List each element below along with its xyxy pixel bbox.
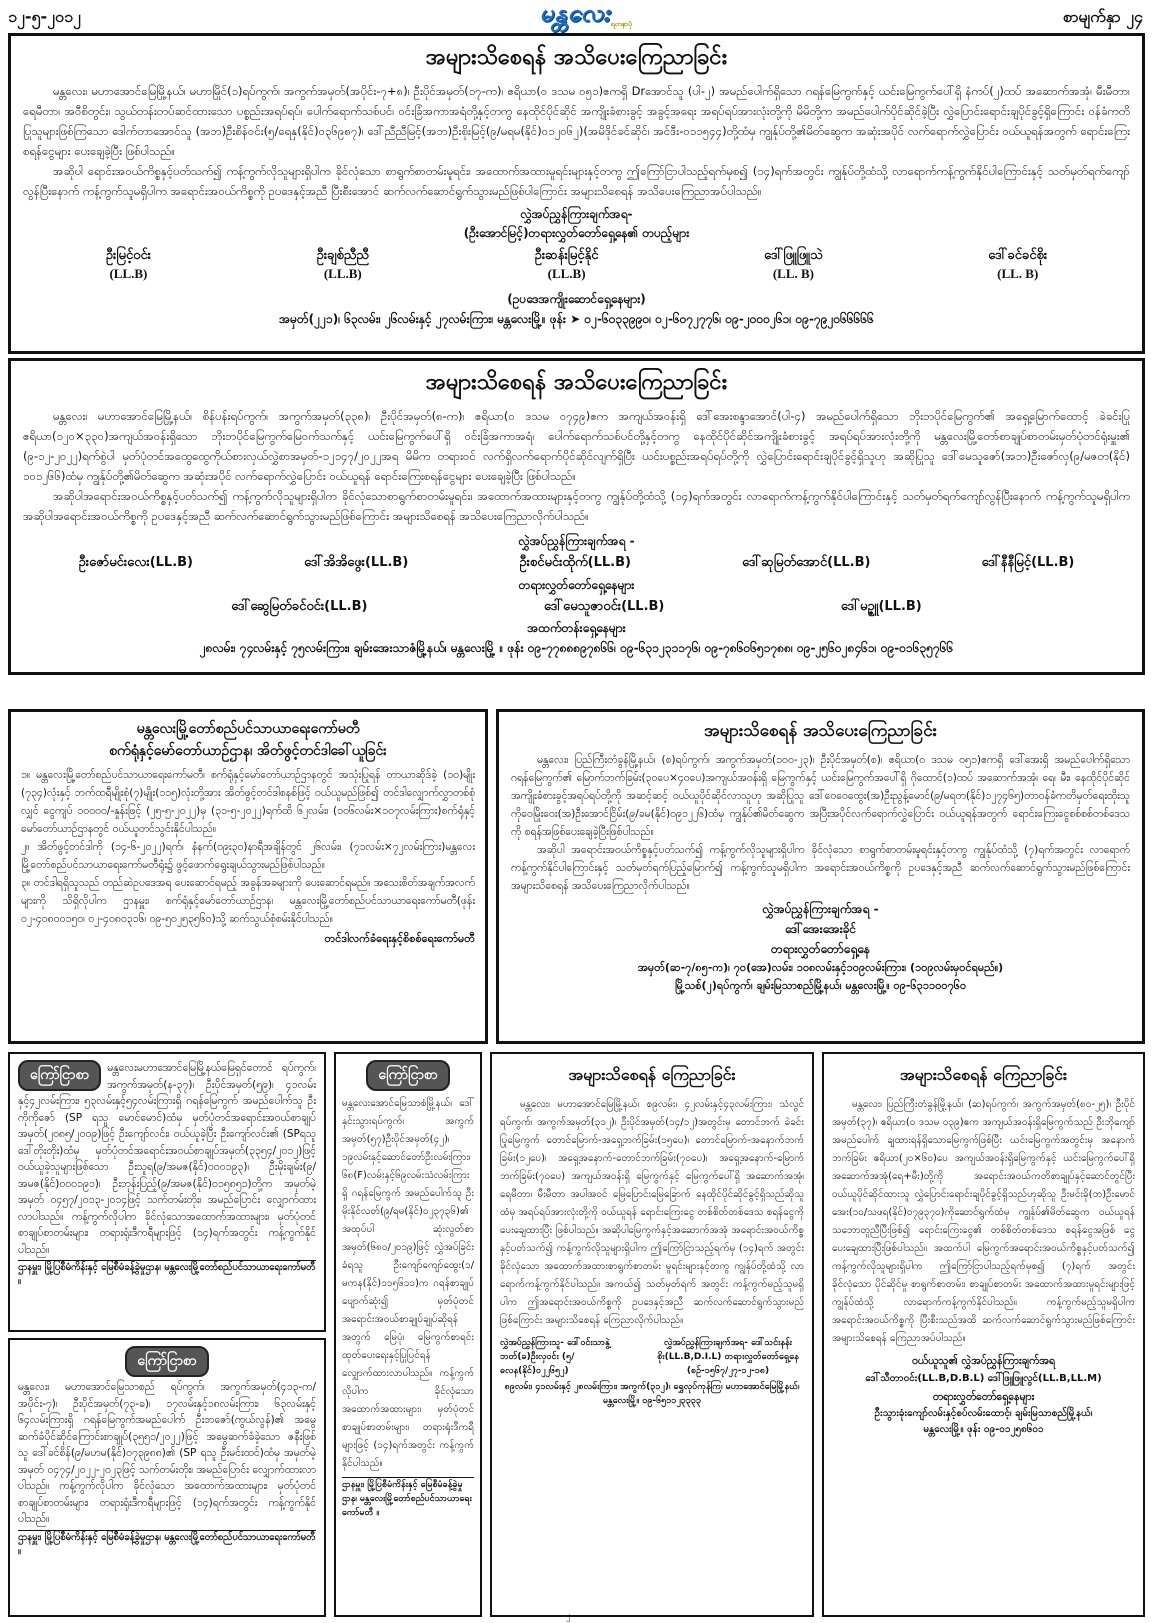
role-title: တရားလွှတ်တော်ရှေ့နေများ	[932, 1391, 1035, 1403]
notice-title: အများသိစေရန် အသိပေးကြေညာခြင်း	[425, 45, 728, 70]
tender-committee-title: မန္တလေးမြို့တော်စည်ပင်သာယာရေးကော်မတီ	[136, 721, 360, 737]
firm-title: (ဦးအောင်မြင့်)တရားလွှတ်တော်ရှေ့နေ၏ တပည့်များ	[463, 226, 690, 240]
contact-address: မြို့သစ်(၂)ရပ်ကွက်၊ ချမ်းမြသာစည်မြို့နယ်၊ မန္တလေးမြို့။ ၀၉-၆၃၁၁၀၀၇၆၀	[674, 979, 967, 992]
logo-text: မန္တလေး	[539, 0, 611, 27]
lawyer-entry: ဦးဆန်းမြင့်နိုင် (LL.B)	[534, 248, 599, 281]
notice-title: အများသိစေရန် ကြေညာခြင်း	[568, 1065, 736, 1084]
lawyer-entry: ဦးချစ်ညီညီ (LL.B)	[316, 248, 369, 281]
notice-badge: ကြော်ငြာစာ	[18, 1060, 101, 1091]
tender-item: ၃။ တင်ဒါရရှိသူသည် တည်ဆဲဥပဒေအရ ပေးဆောင်ရမည့် အခွန်အခများကို ပေးဆောင်ရမည်။ အသေးစိတ်အချက်အလက်များကို သိရှိလိုပါက ဌာနမှူး၊ စက်ရုံနှင့်မော်တော်ယာဉ်ဌာန၊ မန္တလေးမြို့တော်စည်ပင်သာယာရေးကော်မတီ(ဖုန်း ၀၂-၄၀၈၀၀၁၅၀၊ ၀၂-၄၀၈၀၃၁၆၊ ၀၉-၅၀၂၅၃၅၆၀)သို့ ဆက်သွယ်စုံစမ်းနိုင်ပါသည်။	[21, 877, 475, 925]
instruction-line: လွှဲအပ်ညွှန်ကြားချက်အရ -	[762, 902, 879, 916]
lawyer-names: ဒေါ်သီတာဝင်း(LL.B,D.B.L) ဒေါ်ဖြူဖြူလွင်(LL.B,LL.M)	[865, 1373, 1102, 1384]
notice-box-4	[496, 709, 1145, 1044]
instruction-line: ဝယ်ယူသူ၏ လွှဲအပ်ညွှန်ကြားချက်အရ	[911, 1355, 1056, 1367]
lawyer-entry: ဦးမြင့်ဝင်း (LL.B)	[105, 248, 151, 281]
notice-box-9	[822, 1052, 1145, 1617]
lawyer-entry: ဦးစင်မင်းထိုက်(LL.B)	[519, 555, 631, 570]
notice-title: အများသိစေရန် အသိပေးကြေညာခြင်း	[425, 370, 728, 395]
contact-address: မန္တလေးမြို့။ ဖုန်း ၀၉-၀၁၂၅၈၆၀၁	[923, 1424, 1044, 1435]
contact-address: အမှတ်(၂၂၁)၊ ၆၃လမ်း၊ ၂၆လမ်းနှင့် ၂၇လမ်းကြား၊ မန္တလေးမြို့။ ဖုန်း ➤ ၀၂-၆၀၃၃၉၉၀၊ ၀၂-၆၀၇၂၇၇၆၊ ၀၉-၂၀၀၀၂၆၁၊ ၀၉-၇၉၂၀၆၆၆၆၆	[279, 312, 874, 326]
notice-box-8	[490, 1052, 814, 1617]
notice-footer: ဌာနမှူး၊ မြို့ပြစီမံကိန်းနှင့် မြေစီမံခန့်ခွဲမှုဌာန၊ မန္တလေးမြို့တော်စည်ပင်သာယာရေးကော်မတီ ။	[18, 1262, 316, 1287]
lawyer-entry: ဒေါ်နီနီမြင့်(LL.B)	[981, 555, 1075, 570]
instructor-signature: လွှဲအပ်ညွှန်ကြား‌သူ- ဒေါ်ဝင်းသာနွဲ့ဘတ်(ခ)ဦးလှဝင်း (၅/ဓလန(နိုင်)၀၂၂၆၅၂)	[500, 1338, 610, 1376]
notice-text: မန္တလေး၊ မဟာအောင်မြေမြို့နယ်၊ စ၉လမ်း၊ ၄၂လမ်းနှင့်၄၃လမ်းကြား၊ သံလွင်ရပ်ကွက်၊ အကွက်အမှတ်(၃၁၂)၊ ဦးပိုင်အမှတ်(၁၄/၁၂)အတွင်းမှ တောင်ဘက် ခဲခင်းပြုမြေကွက် တောင်မြောက်-အရှေ့ဘက်ခြမ်း(၁၅ပေ)၊ တောင်မြောက်-အနောက်ဘက်ခြမ်း(၁၂ပေ)၊ အရှေ့အနောက်-တောင်ဘက်ခြမ်း(၇၀ပေ)၊ အရှေ့အနောက်-မြောက်ဘက်ခြမ်း(၇၀ပေ) အကျယ်အဝန်းရှိ မြေကွက်နှင့် မြေကွက်ပေါ်ရှိ အဆောက်အအုံ၊ ရေမီတာ၊ မီးမီတာ အပါအဝင် မြေပြောင်းမြေခြောက် နေထိုင်ပိုင်ဆိုင်ခွင့်ရှိသည်ဆိုသူ ထံမှ အရပ်ရပ်အားလုံးတို့ကို ဝယ်ယူရန် ရောင်းကြေးငွေ တစ်စိတ်တစ်ဒေသ စရန်ငွေကို ပေးချေထားပြီး ဖြစ်ပါသည်။ အဆိုပါမြေကွက်နှင့်အဆောက်အအုံ အရောင်းအဝယ်ကိစ္စနှင့်ပတ်သက်၍ ကန့်ကွက်လိုသူများရှိပါက ဤကြော်ငြာသည့်ရက်မှ (၁၄)ရက် အတွင်း ခိုင်လုံသော အထောက်အထားစာရွက်စာတမ်း မူရင်းများနှင့်တကွ ကျွန်ုပ်တို့ထံသို့ လာရောက်ကန့်ကွက်နိုင်ပါသည်။ အကယ်၍ သတ်မှတ်ရက် အတွင်း ကန့်ကွက်မည့်သူမရှိပါက ဤအရောင်းအဝယ်ကိစ္စကို ဥပဒေနှင့်အညီ ဆက်လက်ဆောင်ရွက်သွားမည်ဖြစ်ကြောင်း အများသိစေရန် ကြေညာလိုက်ပါသည်။	[500, 1099, 804, 1326]
instruction-line: လွှဲအပ်ညွှန်ကြားချက်အရ -	[518, 534, 635, 548]
municipal-notice-1	[8, 1052, 326, 1332]
notice-text: မန္တလေး၊ မဟာအောင်မြေသာစည် ရပ်ကွက်၊ အကွက်အမှတ်(၄၁၃-က/အပိုင်း-၇)၊ ဦးပိုင်အမှတ်(၇၃-ခ)၊ ၁၇လမ်းနှင့်၁၈လမ်းကြား၊ ၆၃လမ်းနှင့် ၆၄လမ်းကြားရှိ ဂရန်မြေကွက်အမည်ပေါက် ဦးဘဇော်(ကွယ်လွန်)၏ အမွေဆက်ခံပိုင်ဆိုင်ကြောင်းစာချုပ်(၃၅၅၁/၂၀၂၂)ဖြင့် အမွေဆက်ခံခဲ့သော ဇနီးဖြစ်သူ ဒေါ်ခင်စိန်(၉/မဟမ(နိုင်)၀၇၃၉၈၈)၏ (SP ရသူ ဦးမင်းထင်)ထံမှ အမှတ်မဲ့အမှတ် ၀၄၇၄/၂၀၂၂-၂၀၂၃ဖြင့် သက်တမ်းတိုး၊ အမည်ပြောင်း လျှောက်ထားလာပါသည်။ ကန့်ကွက်လိုပါက ခိုင်လုံသော အထောက်အထားများ၊ မှတ်ပုံတင် စာချုပ်စာတမ်းများ၊ တရားရုံးဒီကရီများဖြင့် (၁၄)ရက်အတွင်း ကန့်ကွက်နိုင်ပါသည်။	[18, 1381, 316, 1525]
notice-box-2	[8, 358, 1145, 675]
lawyer-list	[23, 247, 1130, 283]
notice-paragraph: မန္တလေး၊ ပြည်ကြီးတံခွန်မြို့နယ်၊ (စ)ရပ်ကွက်၊ အကွက်အမှတ်(၁၀၀-၂၃)၊ ဦးပိုင်အမှတ်(စ)၊ ဧရိယာ(၀ ဒသမ ၀၅၁)ဧကရှိ ဒေါ်အေးရှိ အမည်ပေါက်ရှိသော ဂရန်မြေကွက်၏ မြောက်ဘက်ခြမ်း(၃၀ပေ×၄၀ပေ)အကျယ်အဝန်းရှိ မြေကွက်နှင့် ယင်းမြေကွက်အပေါ်ရှိ ဂိုထောင်(၁)ထပ် အဆောက်အအုံ၊ ရေ၊ မီး၊ နေထိုင်ပိုင်ဆိုင်အကျိုးခံစားခွင့်အရပ်ရပ်တို့ကို အဆင့်ဆင့် ဝယ်ယူပိုင်ဆိုင်လာသူဟု အဆိုပြုသူ ဒေါ်ဝေဝေထွေး(အ)ဦးညွန့်မောင်(၉/မရတ(နိုင်)၁၂၇၄၆၅)တာဝန်ခံကတိမှတ်ရေးထိုးသူကိုဝေမြိုးဝေး(အ)ဦးအောင်ငြိမ်း(၉/ခမ(နိုင်)၀၉၁၂၂၆)ထံမှ ကျွန်ုပ်၏မိတ်ဆွေက အပြီးအပိုင်လက်ရောက်လွှဲပြောင်း ဝယ်ယူရန်အတွက် ရောင်းကြေးငွေစစ်စစ်တစ်ဒေသကို စရန်အဖြစ်ပေးချေခဲ့ပြီးဖြစ်ပါသည်။	[511, 754, 1130, 838]
footer-mark: ၂	[566, 1611, 571, 1621]
lawyer-list	[23, 552, 1130, 574]
office-title: (ဥပဒေအကျိုးဆောင်ရှေ့နေများ)	[507, 292, 646, 306]
lawyer-list	[23, 596, 1130, 618]
instruction-line: လွှဲအပ်ညွှန်ကြားချက်အရ-	[520, 207, 633, 221]
notice-paragraph: အဆိုပါ အရောင်းအဝယ်ကိစ္စနှင့်ပတ်သက်၍ ကန့်ကွက်လိုသူများရှိပါက ခိုင်လုံသော စာရွက်စာတမ်းမူရင်းနှင့်တကွ ကျွန်ုပ်ထံသို့ (၇)ရက်အတွင်း လာရောက်ကန့်ကွက်နိုင်ပါကြောင်းနှင့် သတ်မှတ်ရက်ပြည့်မြောက်၍ ကန့်ကွက်သူမရှိပါက အရောင်းအဝယ်ကိစ္စကို ဥပဒေနှင့်အညီ ဆက်လက်ဆောင်ရွက်သွားမည်ဖြစ်ကြောင်း အများသိစေရန် အသိပေးကြေညာလိုက်ပါသည်။	[511, 844, 1130, 892]
lawyer-entry: ဒေါ်အိအိဖွေး(LL.B)	[304, 555, 409, 570]
notice-badge: ကြော်ငြာစာ	[366, 1060, 449, 1091]
lawyer-entry: ဒေါ်ဖြူဖြူသဲ (LL. B)	[764, 248, 823, 281]
issue-date: ၁၂-၅-၂၀၁၂	[8, 7, 81, 26]
contact-address: ၂၈လမ်း၊ ၇၄လမ်းနှင့် ၇၅လမ်းကြား၊ ချမ်းအေးသာဇံမြို့နယ်၊ မန္တလေးမြို့ ။ ဖုန်း ၀၉-၇၇၈၈၈၉၇၈၆၆၊ ၀၉-၆၃၁၂၃၁၁၇၆၊ ၀၉-၇၈၆၀၆၅၁၇၈၈၊ ၀၉-၂၅၆၀၂၈၄၆၁၊ ၀၉-၀၁၆၃၅၇၆၆	[199, 641, 954, 655]
tender-footer: တင်ဒါလက်ခံရေးနှင့်စိစစ်ရေးကော်မတီ	[324, 932, 475, 945]
notice-paragraph: မန္တလေး၊ မဟာအောင်မြေမြို့နယ်၊ စိန်ပန်းရပ်ကွက်၊ အကွက်အမှတ်(၃၃၈)၊ ဦးပိုင်အမှတ်(၈-က)၊ ဧရိယာ(၀ ဒသမ ၀၇၄၉)ဧက အကျယ်အဝန်းရှိ ဒေါ်အေးစန္ဒာအောင်(ပါ-၄) အမည်ပေါက်ရှိသော ဘိုးဘပိုင်မြေကွက်၏ အရှေ့မြောက်ထောင့် ခဲခင်းပြုဧရိယာ(၁၂၀×၃၃၀)အကျယ်အဝန်းရှိသော ဘိုးဘပိုင်မြေကွက်မြေဝက်သက်နှင့် ယင်းမြေကွက်ပေါ်ရှိ ဝင်းခြံအကာအရံ၊ ပေါက်ရောက်သစ်ပင်တို့နှင့်တကွ နေထိုင်ပိုင်ဆိုင်အကျိုးခံစားခွင့် အရပ်ရပ်အားလုံးတို့ကို မန္တလေးမြို့တော်စာချုပ်စာတမ်းမှတ်ပုံတင်ရုံးမှူး၏ (၉-၁၂-၂၀၂၂)ရက်စွဲပါ မှတ်ပုံတင်အထွေထွေကိုယ်စားလှယ်လွှဲစာအမှတ်-၁၂၁၄၇/၂၀၂၂အရ မိမိက တရားဝင် လက်ရှိလက်ရောက်ပိုင်ဆိုင်လျက်ရှိပြီး ယင်းပစ္စည်းအရပ်ရပ်တို့ကို လွှဲပြောင်းရောင်းချပိုင်ခွင့်ရှိသူဟု အဆိုပြုသူ ဒေါ်မေသူဇော်(အဘ)ဦးဇော်လှ(၉/မဇတ(နိုင်) ၁၀၁၂၆၆)ထံမှ ကျွန်ုပ်တို့၏မိတ်ဆွေက အဆုံးအပိုင် လက်ရောက်လွှဲပြောင်း ဝယ်ယူရန် ရောင်းကြေးစရန်ငွေများ ပေးချေခဲ့ပြီး ဖြစ်ပါသည်။	[23, 409, 1130, 483]
contact-address: အမှတ်(ဆ-၇/၈၅-က)၊ ၇၀(အေ)လမ်း၊ ၁၀၈လမ်းနှင့်၁၀၉လမ်းကြား၊ (၁၀၉လမ်းမှဝင်ရမည်။)	[637, 961, 1004, 974]
tender-title: စက်ရုံနှင့်မော်တော်ယာဉ်ဌာန၊ အိတ်ဖွင့်တင်ဒါခေါ်ယူခြင်း	[109, 743, 387, 759]
notice-text: မန္တလေးအောင်မြေသာစံမြို့နယ်၊ ဒေါ်နှင်းသွားရပ်ကွက်၊ အကွက်အမှတ်(၅၇)ဦးပိုင်အမှတ်(၄၂)၊ ၁၉လမ်းနှင့်ဆောင်တော်ဦးလမ်းကြား၊၆၈(F)လမ်းနှင့်၆၉လမ်းသံလမ်းကြားရှိ ဂရန်မြေကွက် အမည်ပေါက်သူ ဦးမိုးနိုင်လတ်(၉/ရမ(နိုင်)၀၂၃၇၃၆)၏ အထုပ်ပါ ဆုံးလွတ်စာအမှတ်(၆၈၀/၂၀၁၉)ဖြင့် လွှဲအပ်ခြင်းခံရသူ ဦးကျော်ကျော်ထွေး(၁/မကန(နိုင်)၁၁၅၆၁၁)က ဂရန်စာချုပ်ပျောက်ဆုံး၍ မှတ်ပုံတင်အရောင်းအဝယ်စာချုပ်ချုပ်ဆိုရန်အတွက် မြေပုံ၊ မြေကွက်စာရင်းထုတ်ပေးရေးနှင့်ပြုပြင်ရန် လျှောက်ထားလာပါသည်။ ကန့်ကွက်လိုပါက ခိုင်လုံသောအထောက်အထားများ၊ မှတ်ပုံတင်စာချုပ်စာတမ်းများ၊ တရားရုံးဒီကရီများဖြင့် (၁၄)ရက်အတွင်း ကန့်ကွက်နိုင်ပါသည်။	[342, 1098, 474, 1469]
notice-paragraph: အဆိုပါအရောင်းအဝယ်ကိစ္စနှင့်ပတ်သက်၍ ကန့်ကွက်လိုသူများရှိပါက ခိုင်လုံသောစာရွက်စာတမ်းမူရင်း၊ အထောက်အထားများနှင့်တကွ ကျွန်ုပ်တို့ထံသို့ (၁၄)ရက်အတွင်း လာရောက်ကန့်ကွက်နိုင်ပါကြောင်းနှင့် သတ်မှတ်ရက်ကျော်လွန်ပြီးနောက် ကန့်ကွက်သူမရှိပါက အဆိုပါအရောင်းအဝယ်ကိစ္စကို ဥပဒေနှင့်အညီ ဆက်လက်ဆောင်ရွက်သွားမည်ဖြစ်ကြောင်း အများသိစေရန် အသိပေးကြေညာလိုက်ပါသည်။	[23, 489, 1130, 523]
logo-subtitle: ရတနာပုံ	[610, 20, 632, 28]
role-title: တရားလွှတ်တော်ရှေ့နေများ	[518, 578, 635, 592]
tender-item: ၂။ အိတ်ဖွင့်တင်ဒါကို (၁၄-၆-၂၀၂၂)ရက်၊ နံနက်(၀၉း၃၀)နာရီအချိန်တွင် ၂၆လမ်း၊ (၇၁လမ်း×၇၂လမ်းကြား)မန္တလေးမြို့တော်စည်ပင်သာယာရေးကော်မတီရုံး၌ ဖွင့်ဖောက်ရွေးချယ်သွားမည်ဖြစ်ပါသည်။	[21, 841, 475, 871]
tender-item: ၁။ မန္တလေးမြို့တော်စည်ပင်သာယာရေးကော်မတီ၊ စက်ရုံနှင့်မော်တော်ယာဉ်ဌာနတွင် အသုံးပြုရန် တာယာဆိုဒ်ခဲ့ (၁၀)မျိုး (၇၃၄)လုံးနှင့် ဘက်ထရီမျိုးစုံ(၇)မျိုး(၁၁၅)လုံးတို့အား အိတ်ဖွင့်တင်ဒါစနစ်ဖြင့် ဝယ်ယူမည်ဖြစ်၍ တင်ဒါလျှောက်လွှာတစ်စုံလျှင် ငွေကျပ် ၁၀၀၀၀/-နှုန်းဖြင့် (၂၅-၅-၂၀၂၂)မှ (၃၁-၅-၂၀၂၂)ရက်ထိ ၆၂လမ်း၊ (၁၀၆လမ်း×၁၀၇လမ်းကြား)စက်ရုံနှင့်မော်တော်ယာဉ်ဌာနတွင် ဝယ်ယူတင်သွင်းနိုင်ပါသည်။	[21, 769, 475, 835]
notice-box-1	[8, 33, 1145, 354]
municipal-notice-2	[8, 1338, 326, 1617]
tender-notice-box	[8, 709, 488, 1044]
notice-footer: ဌာနမှူး၊ မြို့ပြစီမံကိန်းနှင့် မြေစီမံခန့်ခွဲမှုဌာန၊ မန္တလေးမြို့တော်စည်ပင်သာယာရေးကော်မတီ ။	[342, 1477, 474, 1520]
notice-footer: ဌာနမှူး၊ မြို့ပြစီမံကိန်းနှင့် မြေစီမံခန့်ခွဲမှုဌာန၊ မန္တလေးမြို့တော်စည်ပင်သာယာရေးကော်မတီ ။	[18, 1531, 316, 1557]
notice-text: မန္တလေးမဟာအောင်မြေမြို့နယ်မြေရှင်တောင် ရပ်ကွက်၊ အကွက်အမှတ်(န-၃၇)၊ ဦးပိုင်အမှတ်(၅၉)၊ ၄၁လမ်းနှင့်၄၂လမ်းကြား၊ ၅၃လမ်းနှင့်၅၄လမ်းကြားရှိ ဂရန်မြေကွက် အမည်ပေါက်သူ ဦးကိုကိုဇော် (SP ရသူ မောင်မောင်)ထံမှ မှတ်ပုံတင်အရောင်းအဝယ်စာချုပ်အမှတ်(၂၀၈၅/၂၀၀၉)ဖြင့် ဦးကျော်လင်း၊ ဝယ်ယူခဲ့ပြီး ဦးကျော်လင်း၏ (SPရသူ ဒေါ်တိုးတိုး)ထံမှ မှတ်ပုံတင်အရောင်းအဝယ်စာချုပ်အမှတ်(၃၃၅၄/၂၀၁၂)ဖြင့် ဝယ်ယူခဲ့သူများဖြစ်သော ဦးသူရ(၉/အမဇ(နိုင်)၀၀၀၁၉၃)၊ ဦးမိုးချမ်း(၉/အမဇ(နိုင်)၀၀၀၁၉၁)၊ ဦးဘုန်းပြည့်(၉/အမဇ(နိုင်)၀၁၅၈၅၁)တို့က အမှတ်မဲ့အမှတ် ၀၄၅၇/၂၀၁၃-၂၀၁၄ဖြင့် သက်တမ်းတိုး၊ အမည်ပြောင်း လျှောက်ထားလာပါသည်။ ကန့်ကွက်လိုပါက ခိုင်လုံသောအထောက်အထားများ၊ မှတ်ပုံတင်စာချုပ်စာတမ်းများ၊ တရားရုံးဒီကရီများဖြင့် (၁၄)ရက်အတွင်း ကန့်ကွက်နိုင်ပါသည်။	[18, 1062, 316, 1256]
lawyer-signature: လွှဲအပ်ညွှန်ကြားချက်အရ- ဒေါ်သင်းနန်းစိုး(LL.B,D.I.L) တရားလွှတ်တော်ရှေ့နေ (စဥ်-၁၅၆၇/၂၇-၁၂-၁၈)	[657, 1338, 799, 1376]
role-title: တရားလွှတ်တော်ရှေ့နေ	[771, 942, 870, 956]
contact-address: ဦးသွားခုံးကျော်လမ်းနှင့်စပ်လမ်းထောင့်၊ ချမ်းမြသာစည်မြို့နယ်၊	[874, 1408, 1093, 1419]
municipal-notice-3	[334, 1052, 482, 1617]
office-title: အထက်တန်းရှေ့နေများ	[527, 621, 626, 635]
notice-badge: ကြော်ငြာစာ	[125, 1346, 208, 1377]
page-number: စာမျက်နှာ ၂၄	[1062, 7, 1143, 26]
lawyer-entry: ဒေါ်မဥ္ဇူ(LL.B)	[840, 599, 922, 614]
lawyer-entry: ဒေါ်ဆုမြတ်အောင်(LL.B)	[742, 555, 871, 570]
notice-paragraph: မန္တလေး၊ မဟာအောင်မြေမြို့နယ်၊ မဟာမြိုင်(၁)ရပ်ကွက်၊ အကွက်အမှတ်(အပိုင်း-၇+၈)၊ ဦးပိုင်အမှတ်(၁၇-က)၊ ဧရိယာ(၀ ဒသမ ၀၅၁)ဧကရှိ Drအောင်သူ (ပါ-၂) အမည်ပေါက်ရှိသော ဂရန်မြေကွက်နှင့် ယင်းမြေကွက်ပေါ်ရှိ နံကပ်(၂)ထပ် အဆောက်အအုံ၊ မီးမီတာ၊ ရေမီတာ၊ အဝီစိတွင်း၊ သွယ်တန်းတပ်ဆင်ထားသော ပစ္စည်းအရပ်ရပ်၊ ပေါက်ရောက်သစ်ပင်၊ ဝင်းခြံအကာအရံတို့နှင့်တကွ နေထိုင်ပိုင်ဆိုင် အကျိုးခံစားခွင့် အခွင့်အရေး အရပ်ရပ်အားလုံးတို့ကို မိမိတို့က အမည်ပေါက်ပိုင်ဆိုင်ခဲ့ပြီး လွှဲပြောင်းရောင်းချပိုင်ခွင့်ရှိကြောင်း ဝန်ခံကတိပြုသူများဖြစ်ကြသော ဒေါက်တာအောင်သူ (အဘ)ဦးစိန်ဝင်း(၅/ရေနှ(နိုင်)၀၃၆၉၈၇)၊ ဒေါ်ညီညီမြင့်(အဘ)ဦးစိုးမြင့်(၉/မရမ(နိုင်)၀၁၂၀၆၂)(အမိဒိုင်ခင်ဆိုင်၊ အင်ဒီး-၀၁၁၅၄၄)တို့ထံမှ ကျွန်ုပ်တို့၏မိတ်ဆွေက အဆုံးအပိုင် လက်ရောက်လွှဲပြောင်း ဝယ်ယူရန်အတွက် ရောင်းကြေးစရန်ငွေများ ပေးချေခဲ့ပြီး ဖြစ်ပါသည်။	[23, 84, 1130, 158]
notice-title: အများသိစေရန် ကြေညာခြင်း	[899, 1065, 1068, 1084]
lawyer-entry: ဒေါ်ဆွေမြတ်ခင်ဝင်း(LL.B)	[231, 599, 368, 614]
newspaper-logo	[510, 0, 640, 30]
notice-title: အများသိစေရန် အသိပေးကြေညာခြင်း	[704, 721, 937, 741]
lawyer-entry: ဦးဇော်မင်းလေး(LL.B)	[78, 555, 193, 570]
lawyer-name: ဒေါ်အေးအေးခိုင်	[784, 922, 857, 936]
page-header	[0, 0, 1153, 34]
notice-paragraph: အဆိုပါ ရောင်းအဝယ်ကိစ္စနှင့်ပတ်သက်၍ ကန့်ကွက်လိုသူများရှိပါက ခိုင်လုံသော စာရွက်စာတမ်းမူရင်း၊ အထောက်အထားမူရင်းများနှင့်တကွ ဤကြော်ငြာပါသည့်ရက်မှစ၍ (၁၄)ရက်အတွင်း ကျွန်ုပ်တို့ထံသို့ လာရောက်ကန့်ကွက်နိုင်ပါကြောင်းနှင့် သတ်မှတ်ရက်ကျော်လွန်ပြီးနောက် ကန့်ကွက်သူမရှိပါက အရောင်းအဝယ်ကိစ္စကို ဥပဒေနှင့်အညီ ပြီးစီးအောင် ဆက်လက်ဆောင်ရွက်သွားမည်ဖြစ်ပါကြောင်း အများသိစေရန် အသိပေးကြေညာအပ်ပါသည်။	[23, 164, 1130, 198]
contact-address: ၈၉လမ်း၊ ၄၁လမ်းနှင့် ၂၈လမ်းကြား၊ အကွက်(၃၁၂)၊ ရွှေလုပ်ကုန်ကြ၊ မဟာအောင်မြေမြို့နယ်၊ မန္တလေးမြို့။ ၀၉-၆၅၁၁၂၃၃၃၃	[504, 1382, 800, 1406]
notice-text: မန္တလေး၊ ပြည်ကြီးတံခွန်မြို့နယ်၊ (ဆ)ရပ်ကွက်၊ အကွက်အမှတ်(၈၀-၂၅)၊ ဦးပိုင်အမှတ်(၃၇)၊ ဧရိယာ(၀ ဒသမ ၀၃၉)ဧက အကျယ်အဝန်းရှိမြေကွက်သည် ဦးဘိုကျော် အမည်ပေါက် ချထားရန်ရှိသောမြေကွက်ဖြစ်ပြီး ယင်းမြေကွက်အတွင်းမှ အနောက်ဘက်ခြမ်း ဧရိယာ(၂၀×၆၀)ပေ အကျယ်အဝန်းရှိမြေကွက်နှင့် ယင်းမြေကွက်ပေါ်ရှိ အဆောက်အအုံ(ရေ+မီး)တို့ကို အရောင်းအဝယ်ကတိစာချုပ်နှင့်ဆောင်တွင်ပြီး ဝယ်ယူပိုင်ဆိုင်ထားသူ လွှဲပြောင်းရောင်းချပိုင်ခွင့်ရှိသည်ဟုဆိုသူ ဦးမင်းခို(ဘ)ဦးမောင်အေး(၁၀/သဖရ(နိုင်)၀၇၉၃၇၀)ကိုဆောင်ရွက်ထံမှ ကျွန်ုပ်၏မိတ်ဆွေက ဝယ်ယူရန် သဘောတူညီပြီးဖြစ်၍ ရောင်းကြေးငွေ၏ တစ်စိတ်တစ်ဒေသ စရန်ငွေအဖြစ် ငွေ ပေးချေထားပြီးဖြစ်ပါသည်။ အထက်ပါ မြေကွက်အရောင်းအဝယ်ကိစ္စနှင့်ပတ်သက်၍ ကန့်ကွက်လိုသူများရှိပါက ဤကြော်ငြာပါသည့်ရက်မှစ၍ (၇)ရက် အတွင်း ခိုင်လုံသော ပိုင်ဆိုင်မှု စာရွက်စာတမ်း၊ စာချုပ်စာတမ်း အထောက်အထားမူရင်းများဖြင့် ကျွန်ုပ်ထံသို့ လာရောက်ကန့်ကွက်နိုင်ပါသည်။ ကန့်ကွက်မည့်သူမရှိပါက အရောင်းအဝယ်ကိစ္စကို ပြီးစီးသည်အထိ ဆက်လက်ဆောင်ရွက်သွားမည်ဖြစ်ကြောင်း အများသိစေရန် ကြေညာအပ်ပါသည်။	[832, 1099, 1135, 1344]
lawyer-entry: ဒေါ်မေသူဇာဝင်း(LL.B)	[543, 599, 665, 614]
lawyer-entry: ဒေါ်ခင်ခင်စိုး (LL. B)	[988, 248, 1048, 281]
